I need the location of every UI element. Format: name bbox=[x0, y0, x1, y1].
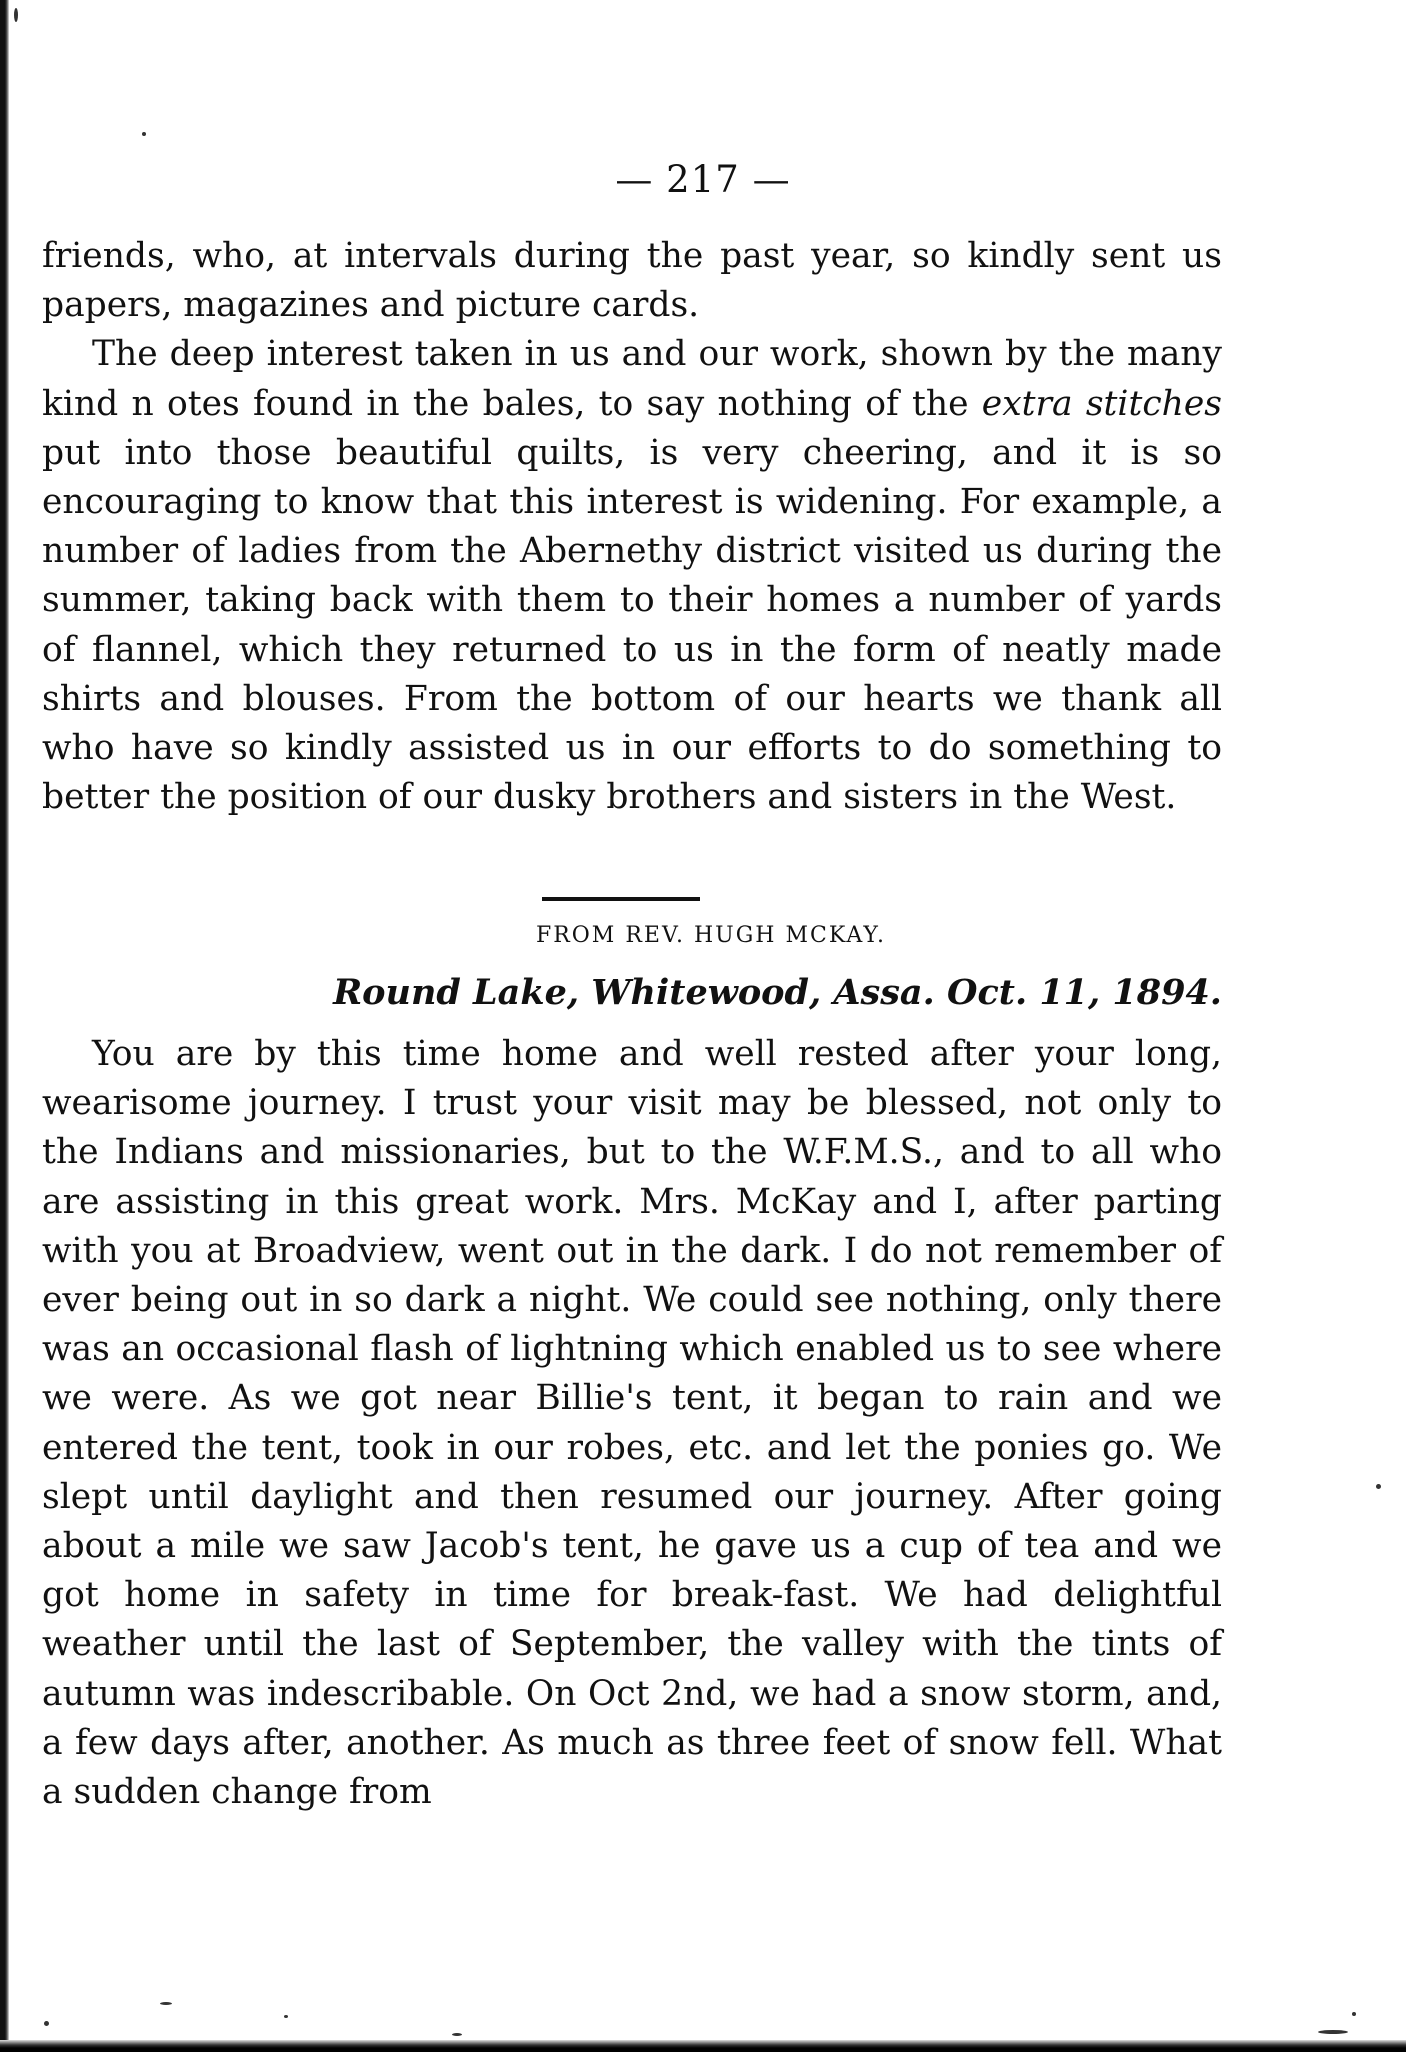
page-binding-edge bbox=[0, 0, 9, 2052]
section-divider bbox=[542, 897, 700, 901]
scan-speck bbox=[1352, 2012, 1356, 2016]
body-text-top bbox=[42, 232, 1222, 822]
body-text-letter bbox=[42, 1030, 1222, 1817]
paragraph-continued: friends, who, at intervals during the past year, so kindly sent us papers, magazines and picture cards. bbox=[42, 236, 1222, 326]
paragraph-interest-emphasis: extra stitches bbox=[981, 383, 1222, 424]
letter-heading: FROM REV. HUGH MCKAY. bbox=[535, 923, 887, 948]
page-number: — 217 — bbox=[615, 158, 791, 201]
letter-dateline: Round Lake, Whitewood, Assa. Oct. 11, 1894. bbox=[333, 972, 1222, 1013]
scan-speck bbox=[284, 2015, 288, 2018]
letter-body: You are by this time home and well rested after your long, wearisome journey. I trust your visit may be blessed, not only to the Indians and missionaries, but to the W.F.M.S., and to all who are assisting in this great work. Mrs. McKay and I, after parting with you at Broadview, went out in the dark. I do not remember of ever being out in so dark a night. We could see nothing, only there was an occasional flash of lightning which enabled us to see where we were. As we got near Billie's tent, it began to rain and we entered the tent, took in our robes, etc. and let the ponies go. We slept until daylight and then resumed our journey. After going about a mile we saw Jacob's tent, he gave us a cup of tea and we got home in safety in time for break-fast. We had delightful weather until the last of September, the valley with the tints of autumn was indescribable. On Oct 2nd, we had a snow storm, and, a few days after, another. As much as three feet of snow fell. What a sudden change from bbox=[42, 1034, 1222, 1813]
paragraph-interest bbox=[42, 330, 1222, 822]
scan-speck bbox=[44, 2021, 49, 2026]
paragraph-interest-text-2: put into those beautiful quilts, is very cheering, and it is so encouraging to know that this interest is widening. For example, a number of ladies from the Abernethy district visited us during the summer, taking back with them to their homes a number of yards of flannel, which they returned to us in the form of neatly made shirts and blouses. From the bottom of our hearts we thank all who have so kindly assisted us in our efforts to do something to better the position of our dusky brothers and sisters in the West. bbox=[42, 432, 1222, 818]
scan-speck bbox=[452, 2033, 462, 2036]
page-bottom-edge bbox=[0, 2040, 1406, 2052]
scan-speck bbox=[160, 2002, 172, 2005]
scan-speck bbox=[142, 132, 146, 136]
scan-speck bbox=[1376, 1484, 1381, 1489]
paragraph-interest-text-1: The deep interest taken in us and our work, shown by the many kind n otes found in the bales, to say nothing of the bbox=[42, 334, 1222, 424]
scan-speck bbox=[14, 8, 18, 22]
scan-speck bbox=[1318, 2030, 1348, 2034]
